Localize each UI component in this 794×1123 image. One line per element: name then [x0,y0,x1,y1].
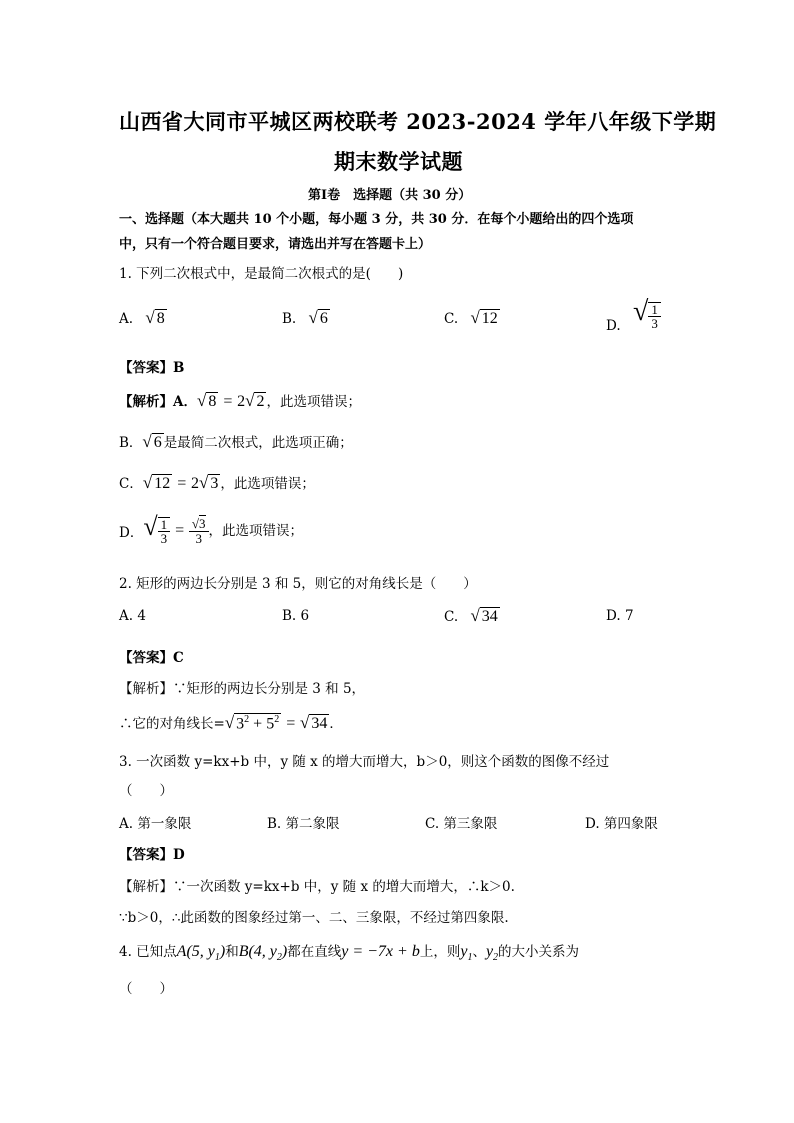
q1-answer: 【答案】B [119,360,185,376]
radical-icon: √ [145,308,155,327]
option-label: A. [119,608,134,624]
analysis-text: 是最简二次根式，此选项正确； [163,435,353,451]
radicand: 6 [153,434,162,451]
fraction-numerator: 1 [158,518,171,533]
analysis-label: 【解析】A． [119,394,197,410]
q1-analysis-b: B．√ 6 是最简二次根式，此选项正确； [119,432,353,451]
option-label: B. [282,311,297,327]
question-text: 和 [225,944,239,960]
fraction-numerator: 3 [199,516,206,532]
title-line-2: 期末数学试题 [334,149,463,174]
question-text: 上，则 [419,944,461,960]
q1-option-d [606,296,661,334]
radicand: 6 [319,310,328,327]
q3-option-d: D. 第四象限 [585,816,658,832]
question-3-paren: （ ） [119,783,173,799]
exponent: 2 [244,713,250,725]
q1-option-a [119,308,167,328]
question-1-stem: 1. 下列二次根式中，是最简二次根式的是( ) [119,266,404,282]
section-heading: 第Ⅰ卷 选择题（共 30 分） [308,188,472,203]
radical-icon: √ [632,296,649,327]
option-label: C. [444,609,459,625]
radicand: 8 [156,310,165,327]
q3-option-b: B. 第二象限 [267,816,340,832]
coefficient: 2 [237,393,246,410]
fraction-numerator: 1 [648,303,661,318]
q3-analysis-2: ∵b＞0，∴此函数的图象经过第一、二、三象限，不经过第四象限. [119,910,509,926]
variable: y [460,943,468,960]
q2-answer: 【答案】C [119,650,184,666]
radicand: 12 [154,475,171,492]
q2-analysis: 【解析】∵矩形的两边长分别是 3 和 5， [119,681,366,697]
instructions-line-1: 一、选择题（本大题共 10 个小题，每小题 3 分，共 30 分．在每个小题给出的四个选项 [119,212,634,227]
question-4-stem: 4. 已知点A(5, $y_1$)和B(4, $y_2$)都在直线y = −7x + b上，则$y_1$、$y_2$的大小关系为 [119,943,580,964]
point-a: A(5, y [176,943,215,960]
radicand: 2 [256,393,265,410]
question-2-stem: 2. 矩形的两边长分别是 3 和 5，则它的对角线长是（ ） [119,576,477,592]
q2-option-b [282,608,309,624]
variable: y [485,943,494,960]
option-label: C. [444,311,459,327]
q2-option-c: C. √ 34 [444,606,498,625]
exponent: 2 [274,713,280,725]
option-label: B. [282,608,297,624]
q2-option-a [119,608,146,624]
radicand: 34 [311,715,328,732]
option-label: D. [606,318,621,334]
analysis-text: ． [329,716,343,732]
radicand: 34 [481,608,498,625]
analysis-prefix: C． [119,476,143,492]
radicand: 8 [208,393,217,410]
analysis-text: ∴它的对角线长= [119,716,225,732]
radical-icon: √ [308,308,318,327]
option-label: D. [606,608,621,624]
radicand: 3 [210,475,219,492]
base: 3 [236,715,245,732]
question-text: 4. 已知点 [119,944,177,960]
q3-option-c: C. 第三象限 [425,816,498,832]
q2-option-d [606,608,634,624]
fraction-denominator: 3 [160,531,168,547]
question-text: 都在直线 [287,944,342,960]
analysis-prefix: D． [119,525,144,541]
analysis-text: ，此选项错误； [208,523,304,539]
point-b: B(4, y [238,943,277,960]
option-text: 6 [300,608,310,624]
q1-analysis-d: D．√ $\frac{1}{3}$ = $\frac{√3}{3}$ ，此选项错误； [119,512,304,547]
question-text: 、 [472,944,486,960]
line-equation: y = −7x + b [341,943,420,960]
q1-analysis-a: 【解析】A．√ 8 = 2√ 2 ，此选项错误； [119,391,361,410]
fraction-denominator: 3 [651,316,658,332]
option-text: 7 [624,608,634,624]
analysis-text: ，此选项错误； [220,476,315,492]
radical-icon: √ [470,308,480,327]
q3-option-a: A. 第一象限 [119,816,192,832]
q1-analysis-c: C．√ 12 = 2√ 3 ，此选项错误； [119,473,315,492]
q2-conclusion: ∴它的对角线长=√ $3^2 + 5^2$ = √ 34 ． [119,713,343,732]
fraction-denominator: 3 [195,530,202,546]
question-text: 的大小关系为 [498,944,580,960]
coefficient: 2 [190,475,199,492]
q3-analysis-1: 【解析】∵一次函数 y=kx+b 中，y 随 x 的增大而增大，∴k＞0. [119,879,515,895]
q3-answer: 【答案】D [119,847,185,863]
instructions-line-2: 中，只有一个符合题目要求，请选出并写在答题卡上） [119,237,432,252]
q1-option-c [444,308,500,328]
title-line-1: 山西省大同市平城区两校联考 2023-2024 学年八年级下学期 [119,109,717,134]
option-label: A. [119,311,134,327]
analysis-prefix: B． [119,435,143,451]
base: 5 [266,715,275,732]
question-3-stem: 3. 一次函数 y=kx+b 中，y 随 x 的增大而增大，b＞0，则这个函数的图像不经过 [119,754,610,770]
option-text: 4 [137,608,146,624]
q1-option-b [282,308,330,328]
analysis-text: ，此选项错误； [266,394,361,410]
radicand: 12 [481,310,498,327]
question-4-paren: （ ） [119,981,173,997]
